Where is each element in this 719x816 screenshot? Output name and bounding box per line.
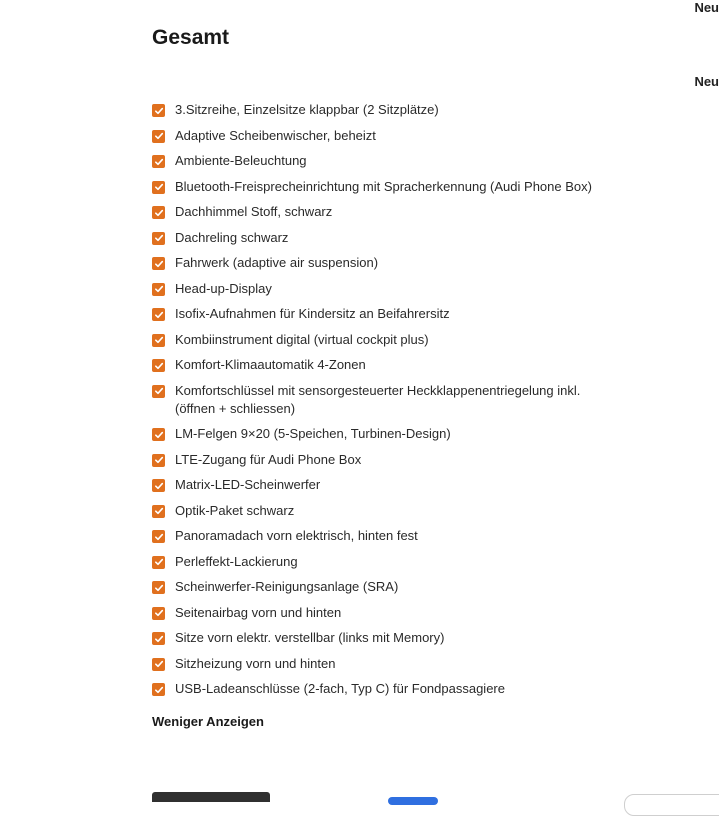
feature-item	[152, 352, 602, 378]
feature-item	[152, 123, 602, 149]
feature-item	[152, 523, 602, 549]
feature-label: Komfortschlüssel mit sensorgesteuerter Heckklappenentriegelung inkl. (öffnen + schliessen)	[175, 382, 581, 416]
feature-label: Head-up-Display	[175, 280, 272, 296]
next-section-badge	[388, 797, 438, 805]
feature-label: Perleffekt-Lackierung	[175, 553, 298, 569]
feature-item	[152, 421, 602, 447]
side-label-new: Neu	[694, 0, 719, 15]
feature-label: Komfort-Klimaautomatik 4-Zonen	[175, 357, 366, 372]
feature-list	[152, 97, 602, 702]
feature-item	[152, 174, 602, 200]
feature-label: Adaptive Scheibenwischer, beheizt	[175, 127, 376, 143]
checkbox-checked-icon	[152, 479, 165, 492]
checkbox-checked-icon	[152, 607, 165, 620]
feature-item	[152, 549, 602, 575]
side-label-new: Neu	[694, 74, 719, 89]
feature-item	[152, 600, 602, 626]
checkbox-checked-icon	[152, 308, 165, 321]
feature-label: Sitzheizung vorn und hinten	[175, 655, 336, 671]
checkbox-checked-icon	[152, 334, 165, 347]
feature-item	[152, 225, 602, 251]
feature-label: LTE-Zugang für Audi Phone Box	[175, 451, 362, 467]
feature-item	[152, 472, 602, 498]
feature-item	[152, 327, 602, 353]
feature-label: Panoramadach vorn elektrisch, hinten fest	[175, 528, 418, 543]
checkbox-checked-icon	[152, 632, 165, 645]
checkbox-checked-icon	[152, 359, 165, 372]
feature-item	[152, 276, 602, 302]
checkbox-checked-icon	[152, 104, 165, 117]
checkbox-checked-icon	[152, 581, 165, 594]
feature-label: Bluetooth-Freisprecheinrichtung mit Spracherkennung (Audi Phone Box)	[175, 178, 592, 194]
feature-item	[152, 498, 602, 524]
feature-label: Dachreling schwarz	[175, 229, 289, 245]
feature-label: 3.Sitzreihe, Einzelsitze klappbar (2 Sitzplätze)	[175, 102, 439, 117]
feature-label: LM-Felgen 9×20 (5-Speichen, Turbinen-Design)	[175, 426, 451, 441]
feature-item	[152, 148, 602, 174]
feature-item	[152, 199, 602, 225]
checkbox-checked-icon	[152, 257, 165, 270]
feature-label: Optik-Paket schwarz	[175, 502, 295, 518]
feature-label: Sitze vorn elektr. verstellbar (links mit Memory)	[175, 630, 445, 645]
checkbox-checked-icon	[152, 658, 165, 671]
checkbox-checked-icon	[152, 454, 165, 467]
checkbox-checked-icon	[152, 505, 165, 518]
feature-label: Kombiinstrument digital (virtual cockpit plus)	[175, 331, 429, 347]
feature-item	[152, 301, 602, 327]
checkbox-checked-icon	[152, 530, 165, 543]
checkbox-checked-icon	[152, 155, 165, 168]
feature-item	[152, 97, 602, 123]
feature-label: Matrix-LED-Scheinwerfer	[175, 477, 321, 492]
checkbox-checked-icon	[152, 206, 165, 219]
checkbox-checked-icon	[152, 683, 165, 696]
feature-label: Isofix-Aufnahmen für Kindersitz an Beifahrersitz	[175, 306, 450, 321]
checkbox-checked-icon	[152, 428, 165, 441]
feature-label: Fahrwerk (adaptive air suspension)	[175, 255, 379, 270]
feature-item	[152, 447, 602, 473]
checkbox-checked-icon	[152, 232, 165, 245]
feature-item	[152, 250, 602, 276]
feature-item	[152, 378, 602, 422]
checkbox-checked-icon	[152, 130, 165, 143]
feature-item	[152, 625, 602, 651]
feature-item	[152, 651, 602, 677]
next-section-heading	[152, 792, 272, 802]
feature-item	[152, 574, 602, 600]
checkbox-checked-icon	[152, 556, 165, 569]
feature-label: Ambiente-Beleuchtung	[175, 153, 307, 168]
feature-label: Dachhimmel Stoff, schwarz	[175, 204, 333, 219]
feature-item	[152, 676, 602, 702]
checkbox-checked-icon	[152, 181, 165, 194]
feature-label: USB-Ladeanschlüsse (2-fach, Typ C) für Fondpassagiere	[175, 681, 505, 696]
feature-label: Seitenairbag vorn und hinten	[175, 604, 342, 620]
section-title: Gesamt	[152, 26, 230, 49]
checkbox-checked-icon	[152, 385, 165, 398]
next-section-card[interactable]	[624, 794, 719, 816]
checkbox-checked-icon	[152, 283, 165, 296]
feature-label: Scheinwerfer-Reinigungsanlage (SRA)	[175, 579, 399, 594]
show-less-link[interactable]: Weniger Anzeigen	[152, 714, 264, 729]
